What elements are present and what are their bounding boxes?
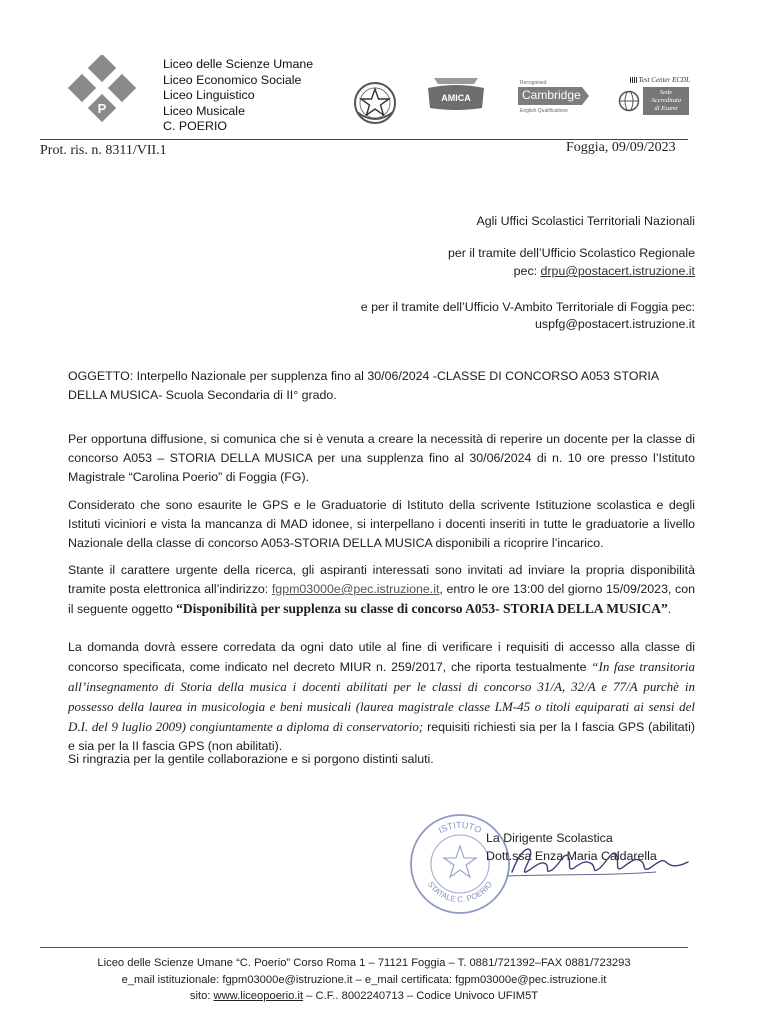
- school-line: Liceo Linguistico: [163, 88, 255, 103]
- application-email-link[interactable]: fgpm03000e@pec.istruzione.it: [271, 582, 440, 596]
- paragraph-4-text: requisiti richiesti sia per la I fascia GPS (abilitati) e sia per la II fascia GPS (non abilitati).: [68, 720, 695, 753]
- ecdl-top-label: Test Center ECDL: [638, 76, 690, 84]
- paragraph-4: [68, 638, 695, 756]
- amica-badge-icon: [424, 74, 488, 114]
- republic-emblem: [352, 80, 398, 126]
- amica-label: AMICA: [441, 93, 471, 103]
- ecdl-grid-icon: [630, 77, 637, 83]
- signature-scribble-icon: [506, 838, 696, 880]
- footer: [40, 955, 688, 1005]
- paragraph-4-text: La domanda dovrà essere corredata da ogni dato utile al fine di verificare i requisiti di accesso alla classe di concorso specificata, come indicato nel decreto MIUR n. 259/2017, che riporta testualmente: [68, 640, 695, 674]
- paragraph-3-end: .: [667, 602, 672, 616]
- cambridge-sub-label: English Qualifications: [520, 108, 568, 114]
- footer-address: Liceo delle Scienze Umane “C. Poerio” Corso Roma 1 – 71121 Foggia – T. 0881/721392–FAX 0881/723293: [97, 957, 631, 969]
- footer-fiscal-code: – C.F.. 8002240713 – Codice Univoco UFIM5T: [303, 990, 539, 1002]
- pec-prefix: pec:: [513, 264, 541, 278]
- stamp-top-text: ISTITUTO: [436, 819, 484, 836]
- footer-divider: [40, 947, 688, 948]
- cambridge-badge: [518, 80, 594, 122]
- ecdl-box-line: di Esami: [654, 105, 678, 112]
- email-subject-text: “Disponibilità per supplenza su classe di concorso A053- STORIA DELLA MUSICA”: [176, 601, 668, 616]
- signatory-role: La Dirigente Scolastica: [486, 831, 613, 845]
- decree-quote: “In fase transitoria all’insegnamento di Storia della musica i docenti abilitati per le classi di concorso 31/A, 32/A e 77/A purchè in possesso della laurea in musicologia e beni musicali (laurea magistrale classe LM-45 o titoli equiparati ai sensi del D.I. del 9 luglio 2009) congiuntamente a diploma di conservatorio;: [68, 659, 695, 734]
- amica-badge: [424, 74, 488, 114]
- footer-site-line: [40, 988, 688, 1005]
- addressee-line: Agli Uffici Scolastici Territoriali Nazionali: [476, 214, 695, 228]
- subject-line: OGGETTO: Interpello Nazionale per supplenza fino al 30/06/2024 -CLASSE DI CONCORSO A053 STORIA: [68, 369, 660, 383]
- ecdl-badge: [618, 76, 690, 116]
- footer-site-prefix: sito:: [189, 990, 214, 1002]
- cambridge-small-label: Recognised: [520, 80, 547, 86]
- school-line: Liceo Economico Sociale: [163, 72, 302, 87]
- addressee-pec-line: [514, 262, 695, 281]
- document-date: Foggia, 09/09/2023: [566, 140, 676, 155]
- ecdl-globe-icon: [618, 90, 640, 112]
- paragraph-1: Per opportuna diffusione, si comunica che si è venuta a creare la necessità di reperire un docente per la classe di concorso A053 – STORIA DELLA MUSICA per una supplenza fino al 30/06/2024 di n. 10 ore presso l’Istituto Magistrale “Carolina Poerio” di Foggia (FG).: [68, 432, 695, 484]
- stamp-bottom-text: STATALE C. POERIO: [425, 879, 495, 905]
- school-logo: [66, 55, 140, 129]
- school-name-block: [163, 57, 313, 135]
- paragraph-3-text: Stante il carattere urgente della ricerca, gli aspiranti interessati sono invitati ad inviare la propria disponibilità tramite posta elettronica all’indirizzo:: [68, 563, 695, 596]
- paragraph-3: [68, 561, 695, 619]
- subject-line: DELLA MUSICA- Scuola Secondaria di II° grado.: [68, 388, 337, 402]
- signatory-name: Dott.ssa Enza Maria Caldarella: [486, 849, 657, 863]
- school-logo-mark: [66, 55, 140, 129]
- school-line: Liceo delle Scienze Umane: [163, 57, 314, 71]
- footer-emails: e_mail istituzionale: fgpm03000e@istruzione.it – e_mail certificata: fgpm03000e@pec.istruzione.it: [121, 973, 607, 986]
- closing-paragraph: Si ringrazia per la gentile collaborazione e si porgono distinti saluti.: [68, 752, 434, 766]
- school-line: C. POERIO: [163, 119, 228, 134]
- handwritten-signature: [506, 838, 696, 880]
- addressee-line: e per il tramite dell’Ufficio V-Ambito Territoriale di Foggia pec:: [360, 300, 695, 314]
- logo-letter: P: [97, 101, 107, 116]
- ecdl-box: [643, 87, 689, 115]
- addressee-line: per il tramite dell’Ufficio Scolastico Regionale: [447, 246, 695, 260]
- emblem-icon: [352, 80, 398, 126]
- cambridge-label: Cambridge: [522, 88, 581, 102]
- regional-pec-link[interactable]: drpu@postacert.istruzione.it: [540, 264, 695, 278]
- ecdl-box-line: Sede Accreditata: [650, 89, 682, 104]
- addressee-line: uspfg@postacert.istruzione.it: [535, 317, 695, 331]
- paragraph-2: Considerato che sono esaurite le GPS e le Graduatorie di Istituto della scrivente Istituzione scolastica e degli Istituti viciniori e vista la mancanza di MAD idonee, si interpellano i docenti inseriti in tutte le graduatorie a livello Nazionale della classe di concorso A053-STORIA DELLA MUSICA disponibili a ricoprire l’incarico.: [68, 498, 695, 550]
- school-website-link[interactable]: www.liceopoerio.it: [213, 990, 304, 1002]
- school-line: Liceo Musicale: [163, 103, 245, 118]
- paragraph-3-text: , entro le ore 13:00 del giorno 15/09/2023, con il seguente oggetto: [68, 582, 695, 616]
- protocol-number: Prot. ris. n. 8311/VII.1: [40, 143, 167, 158]
